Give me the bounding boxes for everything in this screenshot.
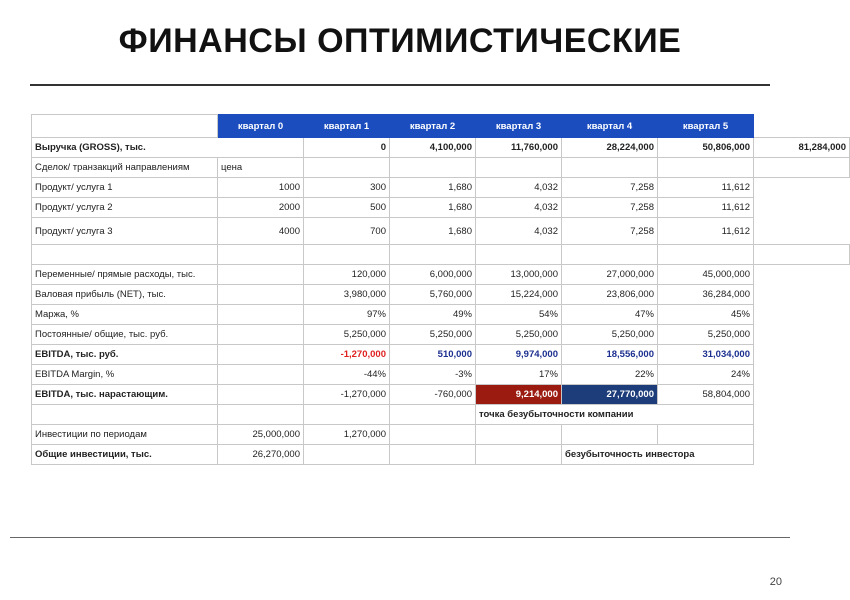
cell: 4,100,000 [390, 138, 476, 158]
cell: 4000 [218, 218, 304, 245]
cell: 1,270,000 [304, 425, 390, 445]
row-label: EBITDA Margin, % [32, 365, 218, 385]
finance-table [31, 114, 850, 465]
cell: 5,250,000 [658, 325, 754, 345]
header-quarter-0: квартал 0 [218, 115, 304, 138]
table-row-breakeven-note [32, 405, 850, 425]
cell: 13,000,000 [476, 265, 562, 285]
header-quarter-4: квартал 4 [562, 115, 658, 138]
cell: 1,680 [390, 178, 476, 198]
cell: 510,000 [390, 345, 476, 365]
breakeven-company-note: точка безубыточности компании [476, 405, 754, 425]
cell: 4,032 [476, 178, 562, 198]
table-row-product-1 [32, 178, 850, 198]
cell: 25,000,000 [218, 425, 304, 445]
breakeven-investor-cell: 27,770,000 [562, 385, 658, 405]
table-row-ebitda [32, 345, 850, 365]
header-quarter-1: квартал 1 [304, 115, 390, 138]
cell: 26,270,000 [218, 445, 304, 465]
cell [218, 325, 304, 345]
cell: 1000 [218, 178, 304, 198]
table-row-margin [32, 305, 850, 325]
table-row-gross [32, 138, 850, 158]
cell: 11,760,000 [476, 138, 562, 158]
cell: 27,000,000 [562, 265, 658, 285]
row-label: Инвестиции по периодам [32, 425, 218, 445]
cell [218, 285, 304, 305]
cell: 22% [562, 365, 658, 385]
table-row-variable-costs [32, 265, 850, 285]
row-label: EBITDA, тыс. руб. [32, 345, 218, 365]
cell: 1,680 [390, 218, 476, 245]
table-header-row [32, 115, 850, 138]
title-divider [30, 84, 770, 86]
cell: -44% [304, 365, 390, 385]
cell [218, 385, 304, 405]
table-row-fixed-costs [32, 325, 850, 345]
row-label: Продукт/ услуга 1 [32, 178, 218, 198]
cell: 11,612 [658, 178, 754, 198]
cell: 4,032 [476, 218, 562, 245]
cell [218, 345, 304, 365]
cell: 300 [304, 178, 390, 198]
cell: 54% [476, 305, 562, 325]
table-row-investments [32, 425, 850, 445]
page-title: ФИНАНСЫ ОПТИМИСТИЧЕСКИЕ [118, 22, 682, 60]
cell: 11,612 [658, 198, 754, 218]
cell: 4,032 [476, 198, 562, 218]
row-label: EBITDA, тыс. нарастающим. [32, 385, 218, 405]
table-row-net-profit [32, 285, 850, 305]
cell: 81,284,000 [754, 138, 850, 158]
table-row-ebitda-cumulative [32, 385, 850, 405]
cell: 1,680 [390, 198, 476, 218]
cell: 24% [658, 365, 754, 385]
cell: 500 [304, 198, 390, 218]
breakeven-company-cell: 9,214,000 [476, 385, 562, 405]
cell: 58,804,000 [658, 385, 754, 405]
cell: 9,974,000 [476, 345, 562, 365]
cell: 50,806,000 [658, 138, 754, 158]
header-quarter-3: квартал 3 [476, 115, 562, 138]
cell: 45% [658, 305, 754, 325]
row-label: Переменные/ прямые расходы, тыс. [32, 265, 218, 285]
breakeven-investor-note: безубыточность инвестора [562, 445, 754, 465]
cell: 97% [304, 305, 390, 325]
footer-divider [10, 537, 790, 538]
cell: 28,224,000 [562, 138, 658, 158]
row-label: Маржа, % [32, 305, 218, 325]
cell [218, 305, 304, 325]
cell: 49% [390, 305, 476, 325]
page-number: 20 [769, 576, 782, 588]
table-row-ebitda-margin [32, 365, 850, 385]
cell: 11,612 [658, 218, 754, 245]
cell: 36,284,000 [658, 285, 754, 305]
header-quarter-2: квартал 2 [390, 115, 476, 138]
row-label: Постоянные/ общие, тыс. руб. [32, 325, 218, 345]
cell: 5,250,000 [390, 325, 476, 345]
cell: 17% [476, 365, 562, 385]
cell: 7,258 [562, 218, 658, 245]
cell: 45,000,000 [658, 265, 754, 285]
cell: -1,270,000 [304, 385, 390, 405]
cell: 5,250,000 [562, 325, 658, 345]
cell: 5,250,000 [476, 325, 562, 345]
row-label: Общие инвестиции, тыс. [32, 445, 218, 465]
cell: 47% [562, 305, 658, 325]
cell: -760,000 [390, 385, 476, 405]
header-blank [32, 115, 218, 138]
row-label: Валовая прибыль (NET), тыс. [32, 285, 218, 305]
cell: 3,980,000 [304, 285, 390, 305]
cell: -3% [390, 365, 476, 385]
cell [218, 265, 304, 285]
cell: 2000 [218, 198, 304, 218]
cell: 7,258 [562, 178, 658, 198]
header-quarter-5: квартал 5 [658, 115, 754, 138]
table-row-total-investments [32, 445, 850, 465]
cell: 120,000 [304, 265, 390, 285]
cell: 0 [304, 138, 390, 158]
row-label: Выручка (GROSS), тыс. [32, 138, 304, 158]
cell: 5,250,000 [304, 325, 390, 345]
table-row-product-3 [32, 218, 850, 245]
cell: 5,760,000 [390, 285, 476, 305]
table-row-deals [32, 158, 850, 178]
cell: 23,806,000 [562, 285, 658, 305]
cell: 700 [304, 218, 390, 245]
cell: 15,224,000 [476, 285, 562, 305]
row-label: Продукт/ услуга 3 [32, 218, 218, 245]
price-label: цена [218, 158, 304, 178]
cell: 18,556,000 [562, 345, 658, 365]
table-row-product-2 [32, 198, 850, 218]
cell: -1,270,000 [304, 345, 390, 365]
cell: 31,034,000 [658, 345, 754, 365]
row-label: Сделок/ транзакций направлениям [32, 158, 218, 178]
cell: 7,258 [562, 198, 658, 218]
cell: 6,000,000 [390, 265, 476, 285]
cell [218, 365, 304, 385]
table-row-empty [32, 245, 850, 265]
row-label: Продукт/ услуга 2 [32, 198, 218, 218]
